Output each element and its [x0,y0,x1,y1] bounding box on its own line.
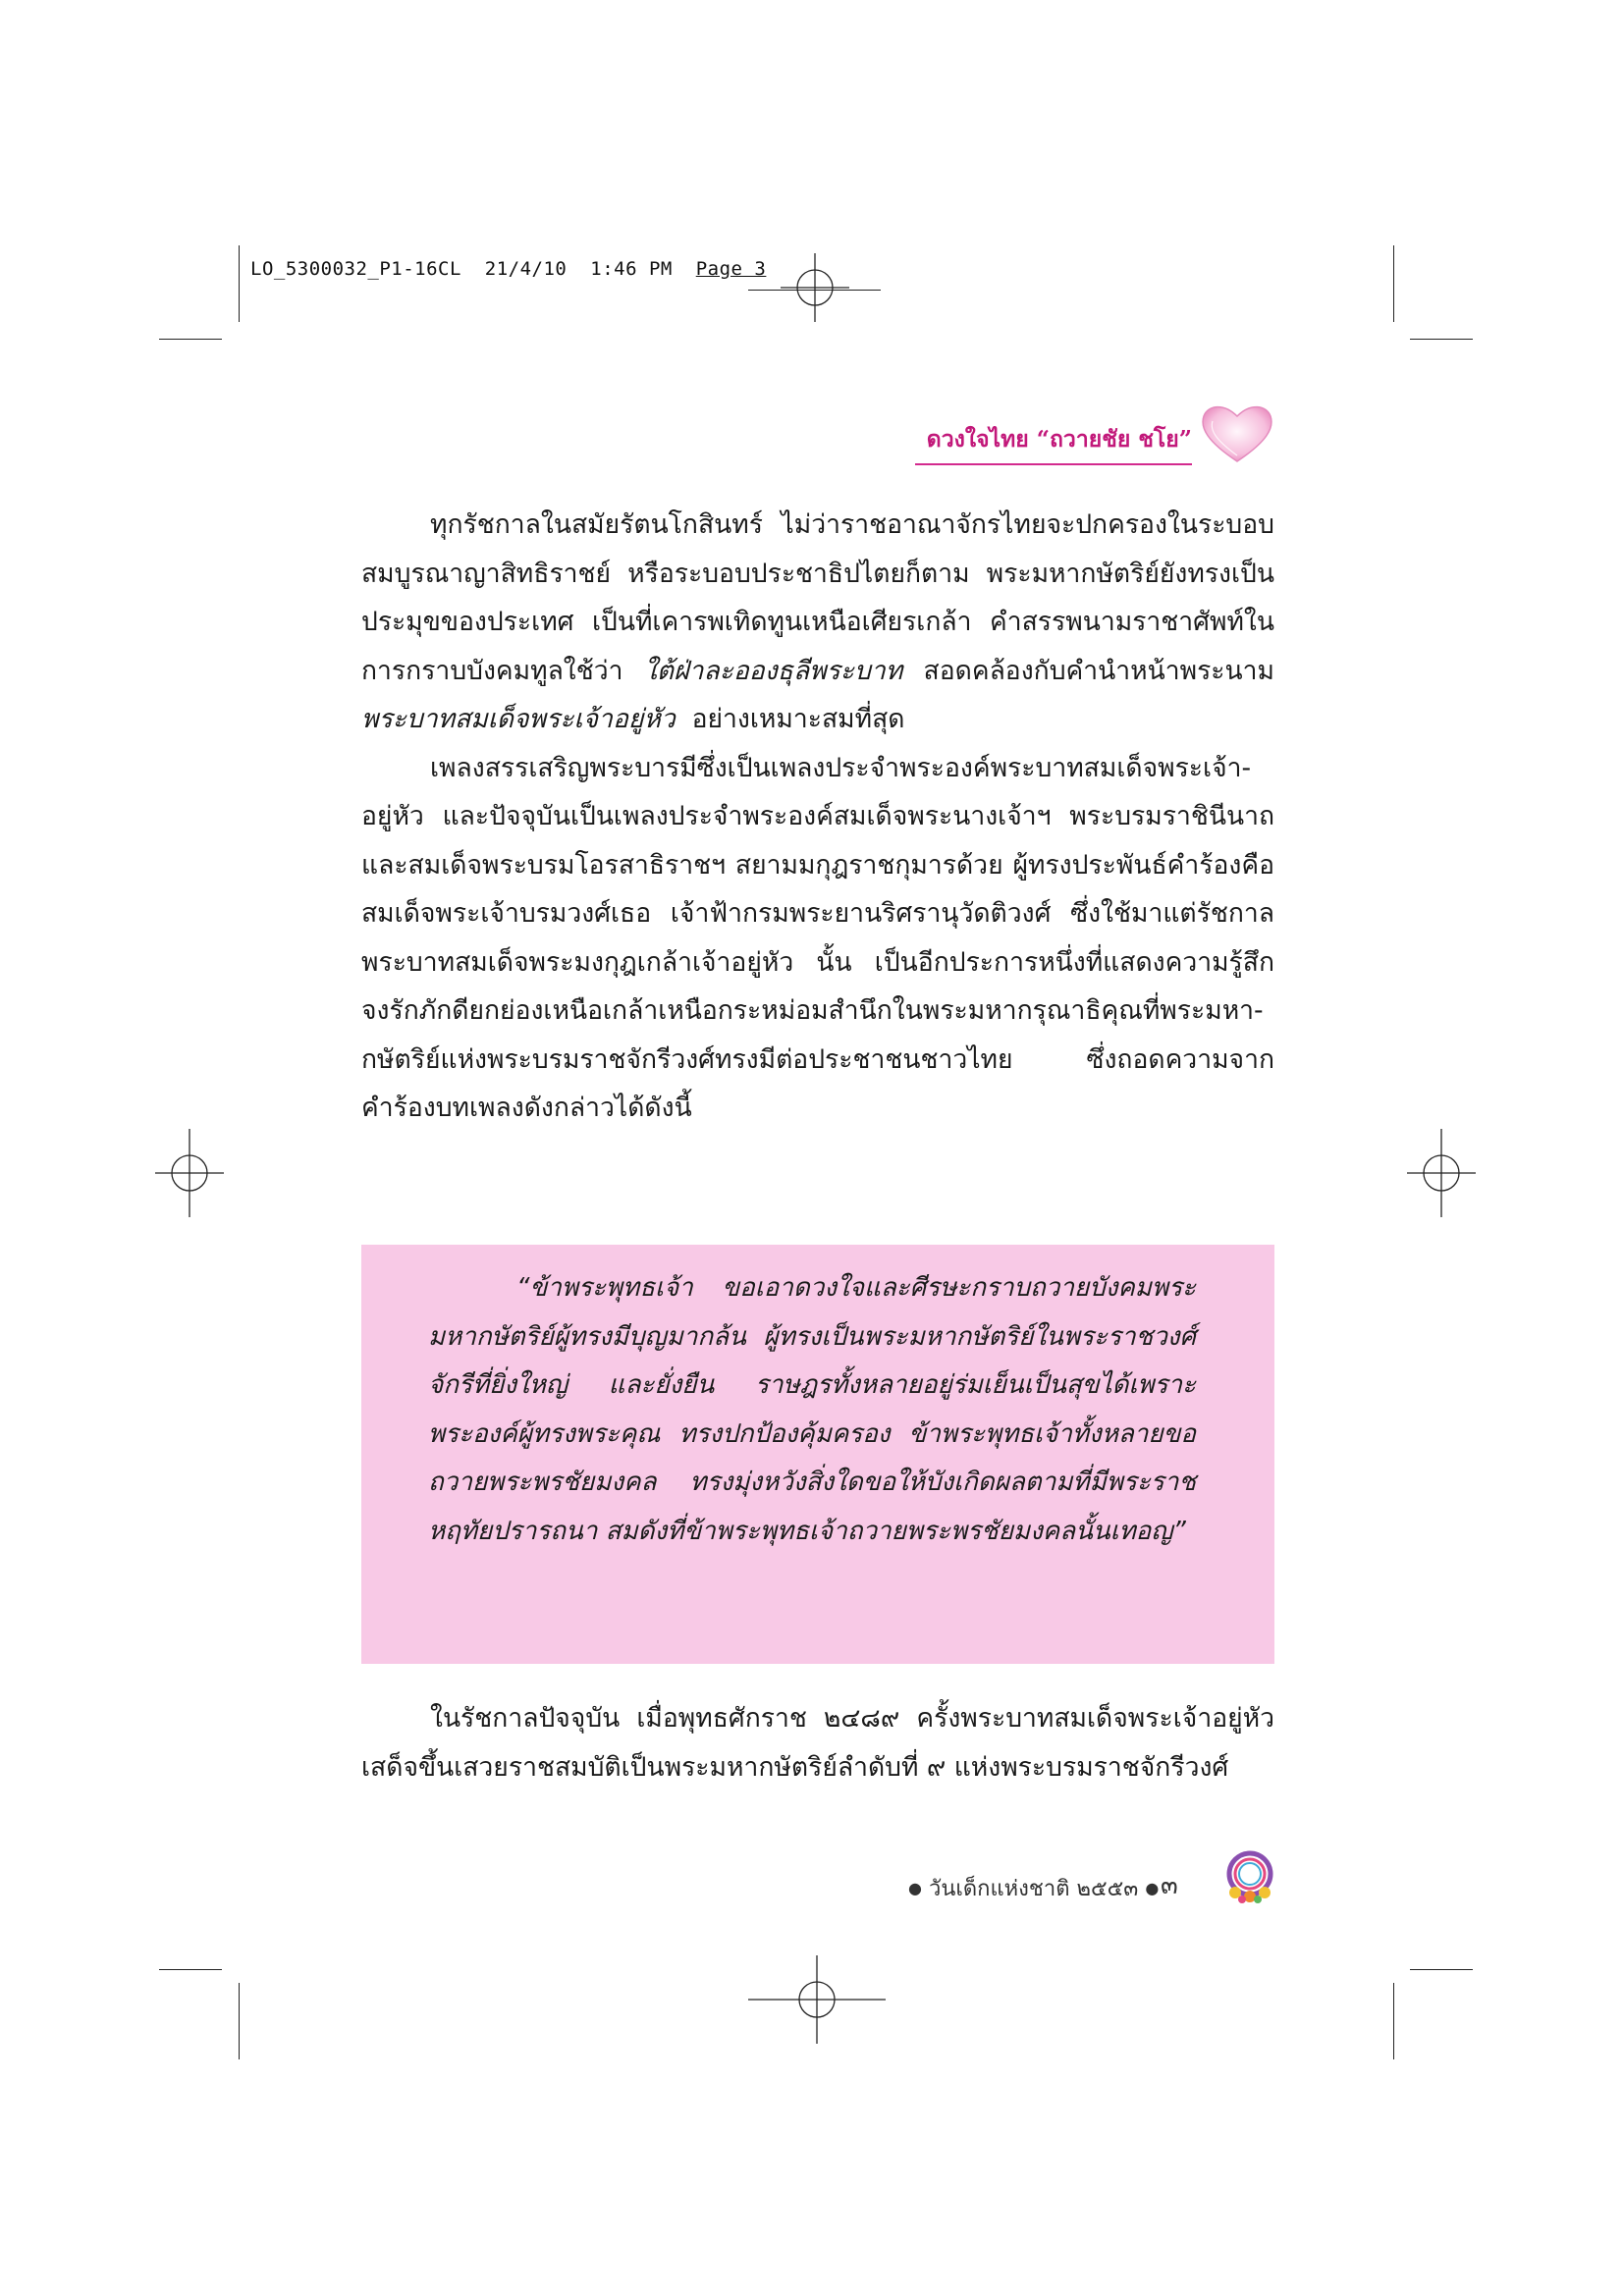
page-footer [908,1871,1159,1905]
slug-time: 1:46 PM [590,258,673,280]
paragraph-text: ทุกรัชกาลในสมัยรัตนโกสินทร์ ไม่ว่าราชอาณาจักรไทยจะปกครองในระบอบสมบูรณาญาสิทธิราชย์ หรือระบอบประชาธิปไตยก็ตาม พระมหากษัตริย์ยังทรงเป็นประมุขของประเทศ เป็นที่เคารพเทิดทูนเหนือเศียรเกล้า คำสรรพนามราชาศัพท์ในการกราบบังคมทูลใช้ว่า [361,509,1274,686]
body-text [361,501,1274,1133]
paragraph [361,501,1274,744]
childrens-day-logo-icon [1221,1847,1278,1906]
crop-mark [1410,1969,1473,1970]
paragraph-text: สอดคล้องกับคำนำหน้าพระนาม [923,655,1274,686]
registration-mark-left [155,1129,224,1217]
registration-mark-right [1407,1129,1476,1217]
crop-mark [159,339,222,340]
crop-mark [239,245,240,322]
running-header: ดวงใจไทย “ถวายชัย ชโย” [915,422,1192,465]
crop-mark [1410,339,1473,340]
crop-mark [239,1983,240,2059]
bullet-icon: ● [1145,1879,1160,1897]
bullet-icon: ● [908,1879,922,1897]
slug-file: LO_5300032_P1-16CL [250,258,461,280]
registration-mark-top [781,253,849,322]
registration-mark-bottom [748,1955,886,2044]
heart-icon [1198,402,1276,465]
anthem-quote: “ข้าพระพุทธเจ้า ขอเอาดวงใจและศีรษะกราบถวายบังคมพระมหากษัตริย์ผู้ทรงมีบุญมากล้น ผู้ทรงเป็นพระมหากษัตริย์ในพระราชวงศ์จักรีที่ยิ่งใหญ่ และยั่งยืน ราษฎรทั้งหลายอยู่ร่มเย็นเป็นสุขได้เพราะพระองค์ผู้ทรงพระคุณ ทรงปกป้องคุ้มครอง ข้าพระพุทธเจ้าทั้งหลายขอถวายพระพรชัยมงคล ทรงมุ่งหวังสิ่งใดขอให้บังเกิดผลตามที่มีพระราชหฤทัยปรารถนา สมดังที่ข้าพระพุทธเจ้าถวายพระพรชัยมงคลนั้นเทอญ” [428,1273,1196,1546]
crop-mark [1393,245,1394,322]
emphasis-text: พระบาทสมเด็จพระเจ้าอยู่หัว [361,704,676,734]
paragraph: ในรัชกาลปัจจุบัน เมื่อพุทธศักราช ๒๔๘๙ ครั้งพระบาทสมเด็จพระเจ้าอยู่หัวเสด็จขึ้นเสวยราชสมบัติเป็นพระมหากษัตริย์ลำดับที่ ๙ แห่งพระบรมราชจักรีวงศ์ [361,1703,1274,1783]
emphasis-text: ใต้ฝ่าละอองธุลีพระบาท [643,655,903,686]
paragraph-text: อย่างเหมาะสมที่สุด [691,704,905,734]
slug-page: Page 3 [695,258,767,280]
anthem-quote-box [361,1245,1274,1664]
paragraph: เพลงสรรเสริญพระบารมีซึ่งเป็นเพลงประจำพระองค์พระบาทสมเด็จพระเจ้า-อยู่หัว และปัจจุบันเป็นเพลงประจำพระองค์สมเด็จพระนางเจ้าฯ พระบรมราชินีนาถ และสมเด็จพระบรมโอรสาธิราชฯ สยามมกุฎราชกุมารด้วย ผู้ทรงประพันธ์คำร้องคือสมเด็จพระเจ้าบรมวงศ์เธอ เจ้าฟ้ากรมพระยานริศรานุวัดติวงศ์ ซึ่งใช้มาแต่รัชกาลพระบาทสมเด็จพระมงกุฎเกล้าเจ้าอยู่หัว นั้น เป็นอีกประการหนึ่งที่แสดงความรู้สึกจงรักภักดียกย่องเหนือเกล้าเหนือกระหม่อมสำนึกในพระมหากรุณาธิคุณที่พระมหา-กษัตริย์แห่งพระบรมราชจักรีวงศ์ทรงมีต่อประชาชนชาวไทย ซึ่งถอดความจากคำร้องบทเพลงดังกล่าวได้ดังนี้ [361,752,1274,1123]
slug-date: 21/4/10 [484,258,568,280]
footer-title: วันเด็กแห่งชาติ ๒๕๕๓ [928,1877,1139,1901]
crop-mark [1393,1983,1394,2059]
body-text [361,1694,1274,1791]
page-number: ๓ [1161,1871,1178,1900]
printer-slug [250,258,766,280]
crop-mark [159,1969,222,1970]
